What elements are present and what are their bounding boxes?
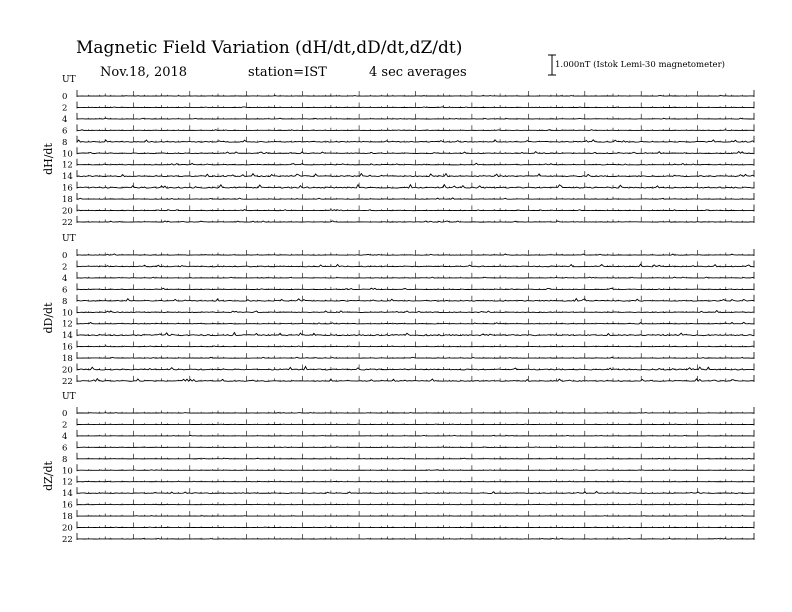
hour-label: 4 xyxy=(62,431,68,442)
hour-label: 0 xyxy=(62,251,68,261)
hour-label: 16 xyxy=(62,183,73,194)
date-label: Nov.18, 2018 xyxy=(100,65,188,80)
hour-label: 4 xyxy=(62,114,68,125)
hour-label: 12 xyxy=(62,160,73,171)
hour-label: 0 xyxy=(62,92,68,102)
hour-label: 16 xyxy=(62,500,73,511)
ut-axis-label: UT xyxy=(62,392,76,402)
hour-label: 12 xyxy=(62,319,73,330)
hour-label: 18 xyxy=(62,195,73,206)
panel-1 xyxy=(42,75,754,228)
variation-trace xyxy=(77,96,754,97)
hour-label: 10 xyxy=(62,308,73,319)
hour-label: 14 xyxy=(62,489,73,500)
hour-label: 6 xyxy=(62,285,68,296)
panel-2 xyxy=(42,234,754,387)
hour-label: 2 xyxy=(62,103,68,114)
ut-axis-label: UT xyxy=(62,75,76,85)
hour-label: 2 xyxy=(62,420,68,431)
hour-label: 12 xyxy=(62,477,73,488)
hour-label: 20 xyxy=(62,206,73,217)
hour-label: 18 xyxy=(62,512,73,523)
component-label: dZ/dt xyxy=(42,461,55,491)
hour-label: 18 xyxy=(62,354,73,365)
component-label: dD/dt xyxy=(42,302,55,334)
hour-label: 20 xyxy=(62,365,73,376)
hour-label: 14 xyxy=(62,331,73,342)
hour-label: 6 xyxy=(62,443,68,454)
hour-label: 10 xyxy=(62,466,73,477)
hour-label: 22 xyxy=(62,376,73,387)
hour-label: 16 xyxy=(62,342,73,353)
hour-label: 2 xyxy=(62,262,68,273)
averaging-label: 4 sec averages xyxy=(369,65,467,80)
hour-label: 20 xyxy=(62,523,73,534)
ut-axis-label: UT xyxy=(62,234,76,244)
hour-label: 6 xyxy=(62,126,68,137)
panel-3 xyxy=(42,392,754,545)
chart-title: Magnetic Field Variation (dH/dt,dD/dt,dZ/dt) xyxy=(76,38,463,58)
station-label: station=IST xyxy=(248,65,327,80)
variation-trace xyxy=(77,413,754,414)
hour-label: 4 xyxy=(62,273,68,284)
component-label: dH/dt xyxy=(42,143,55,175)
hour-label: 22 xyxy=(62,534,73,545)
hour-label: 8 xyxy=(62,296,68,307)
hour-label: 14 xyxy=(62,172,73,183)
hour-label: 0 xyxy=(62,409,68,419)
variation-trace xyxy=(77,470,754,471)
hour-label: 10 xyxy=(62,149,73,160)
hour-label: 8 xyxy=(62,137,68,148)
hour-label: 22 xyxy=(62,217,73,228)
scale-bar-label: 1.000nT (Istok Lemi-30 magnetometer) xyxy=(555,60,725,70)
hour-label: 8 xyxy=(62,454,68,465)
